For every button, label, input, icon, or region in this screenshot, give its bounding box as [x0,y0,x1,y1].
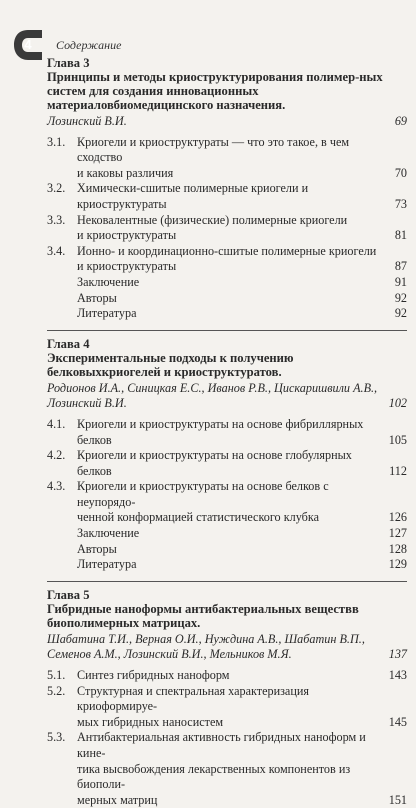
entry-line: мерных матриц [77,792,158,807]
entry-line: и криоструктураты [77,259,177,274]
entry-line: Ионно- и координационно-сшитые полимерные криогели [77,243,377,258]
section-number: 3.3. [47,212,66,227]
entry-line: Нековалентные (физические) полимерные криогели [77,212,348,227]
chapter-block [47,581,407,808]
page-number: 4 [24,37,32,52]
section-number: 3.2. [47,181,66,196]
chapter-title-line: Экспериментальные подходы к получению белковых [47,350,294,379]
entry-line: Заключение [77,274,140,289]
entry-line: Литература [77,557,137,572]
page-ref: 73 [394,196,407,211]
chapter-label: Глава 5 [47,587,90,602]
entry-line: Синтез гибридных наноформ [77,668,230,683]
toc-entry [47,684,407,731]
entry-line: Структурная и спектральная характеризация криоформируе- [77,683,309,714]
page-ref: 92 [394,290,407,305]
chapter-title-line: Принципы и методы криоструктурирования полимер- [47,70,360,84]
table-of-contents [47,56,407,808]
entry-line: и каковы различия [77,165,174,180]
page-ref: 102 [388,396,407,411]
toc-entry [47,135,407,182]
entry-line: Антибактериальная активность гибридных наноформ и кине- [77,730,366,760]
chapter-authors [47,632,407,663]
toc-entry [47,542,407,558]
page-ref: 70 [394,165,407,180]
entry-line: Криогели и криоструктураты на основе глобулярных белков [77,448,352,478]
chapter-label: Глава 4 [47,336,90,351]
entry-line: Криогели и криоструктураты — что это такое, в чем сходство [77,134,350,165]
entry-line: Криогели и криоструктураты на основе белков с неупорядо- [77,479,329,509]
section-number: 3.4. [47,243,66,258]
toc-entry [47,479,407,526]
author-line: Лозинский В.И. [47,114,127,128]
page-ref: 112 [389,463,407,478]
chapter-title-line: ных систем для создания инновационных материалов [47,70,383,112]
page-ref: 87 [394,259,407,274]
chapter-title [47,602,407,630]
page-ref: 129 [388,557,407,572]
entry-line: тика высвобождения лекарственных компонентов из биопoли- [77,761,351,792]
chapter-divider [47,581,407,582]
page-ref: 126 [388,510,407,525]
toc-entry [47,275,407,291]
toc-entry [47,557,407,573]
author-line: Лозинский В.И. [47,396,127,411]
toc-entry [47,730,407,808]
page-ref: 105 [388,432,407,447]
toc-entry [47,526,407,542]
entry-line: ченной конформацией статистического клубка [77,510,319,525]
entry-line: Авторы [77,290,117,305]
chapter-title-line: Гибридные наноформы антибактериальных веществ [47,601,352,616]
toc-entry [47,417,407,448]
page-ref: 145 [388,714,407,729]
entry-line: Криогели и криоструктураты на основе фибриллярных белков [77,416,364,447]
author-line: Родионов И.А., Синицкая Е.С., Иванов Р.В., Цискаришвили А.В., [47,380,378,395]
page-ref: 91 [394,274,407,289]
chapter-authors [47,381,407,412]
page-ref: 128 [388,541,407,556]
page-ref: 127 [388,526,407,541]
toc-entry [47,213,407,244]
section-number: 4.3. [47,479,66,494]
toc-entry [47,244,407,275]
chapter-block [47,56,407,322]
running-head: Содержание [56,38,122,52]
section-number: 3.1. [47,134,66,149]
chapter-title [47,351,407,379]
page-ref: 151 [388,792,407,807]
chapter-title-line: криогелей и криоструктуратов. [101,364,282,379]
toc-entry [47,306,407,322]
chapter-authors [47,114,407,130]
page-ref: 137 [388,647,407,662]
toc-entry [47,181,407,212]
toc-entry [47,291,407,307]
entry-line: мых гибридных наносистем [77,714,224,729]
chapter-label: Глава 3 [47,56,90,70]
page-ref: 143 [388,668,407,683]
chapter-title-line: в биополимерных матрицах. [47,601,359,630]
chapter-title-line: биомедицинского назначения. [113,98,286,112]
toc-entry [47,448,407,479]
entry-line: Химически-сшитые полимерные криогели и криоструктураты [77,181,309,211]
author-line: Семенов А.М., Лозинский В.И., Мельников М.Я. [47,647,292,662]
page-ref: 69 [394,114,407,128]
section-number: 4.2. [47,448,66,463]
chapter-title [47,70,407,112]
toc-entry [47,668,407,684]
entry-line: Литература [77,306,137,321]
page-ref: 92 [394,306,407,321]
section-number: 5.3. [47,730,66,745]
entry-line: Авторы [77,541,117,556]
entry-line: и криоструктураты [77,228,177,243]
section-number: 4.1. [47,416,66,431]
section-number: 5.1. [47,668,66,683]
chapter-divider [47,330,407,331]
page-ref: 81 [394,228,407,243]
author-line: Шабатина Т.И., Верная О.И., Нуждина А.В., Шабатин В.П., [47,631,365,646]
entry-line: Заключение [77,526,140,541]
page-number-badge [18,34,38,56]
chapter-block [47,330,407,573]
section-number: 5.2. [47,683,66,698]
